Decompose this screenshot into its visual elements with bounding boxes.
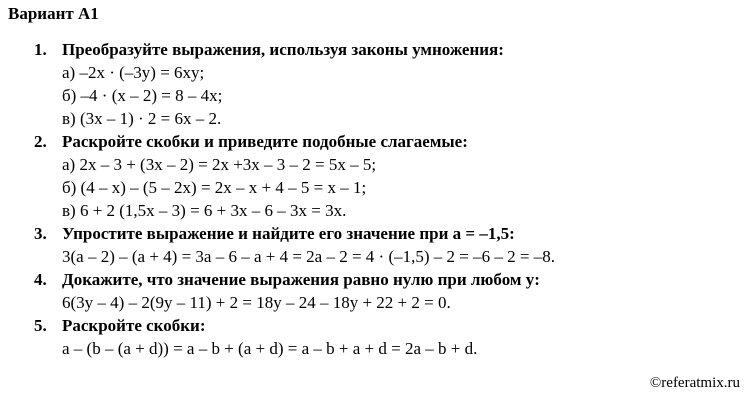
solution-line: б) –4 · (x – 2) = 8 – 4x; bbox=[62, 86, 223, 105]
task-2 bbox=[34, 130, 734, 222]
variant-title: Вариант А1 bbox=[8, 4, 99, 23]
task-number: 2. bbox=[34, 132, 47, 151]
solution-line: в) 6 + 2 (1,5x – 3) = 6 + 3x – 6 – 3x = 3x. bbox=[62, 201, 347, 220]
task-question: Преобразуйте выражения, используя законы умножения: bbox=[62, 40, 504, 59]
solution-line: в) (3x – 1) · 2 = 6x – 2. bbox=[62, 109, 222, 128]
task-number: 3. bbox=[34, 224, 47, 243]
solution-line: а) 2x – 3 + (3x – 2) = 2x +3x – 3 – 2 = 5x – 5; bbox=[62, 155, 377, 174]
solution-line: 6(3y – 4) – 2(9y – 11) + 2 = 18y – 24 – 18y + 22 + 2 = 0. bbox=[62, 293, 451, 312]
task-number: 4. bbox=[34, 270, 47, 289]
task-3 bbox=[34, 222, 734, 268]
task-number: 1. bbox=[34, 40, 47, 59]
solution-line: a – (b – (a + d)) = a – b + (a + d) = a – b + a + d = 2a – b + d. bbox=[62, 339, 478, 358]
copyright-watermark: ©referatmix.ru bbox=[649, 375, 740, 391]
task-5 bbox=[34, 314, 734, 360]
solution-line: 3(a – 2) – (a + 4) = 3a – 6 – a + 4 = 2a – 2 = 4 · (–1,5) – 2 = –6 – 2 = –8. bbox=[62, 247, 555, 266]
solution-line: а) –2x · (–3y) = 6xy; bbox=[62, 63, 205, 82]
solution-line: б) (4 – x) – (5 – 2x) = 2x – x + 4 – 5 = x – 1; bbox=[62, 178, 367, 197]
task-question: Упростите выражение и найдите его значение при a = –1,5: bbox=[62, 224, 515, 243]
task-number: 5. bbox=[34, 316, 47, 335]
task-list bbox=[34, 38, 734, 360]
task-question: Раскройте скобки: bbox=[62, 316, 206, 335]
task-question: Раскройте скобки и приведите подобные слагаемые: bbox=[62, 132, 468, 151]
task-question: Докажите, что значение выражения равно нулю при любом y: bbox=[62, 270, 540, 289]
task-1 bbox=[34, 38, 734, 130]
task-4 bbox=[34, 268, 734, 314]
